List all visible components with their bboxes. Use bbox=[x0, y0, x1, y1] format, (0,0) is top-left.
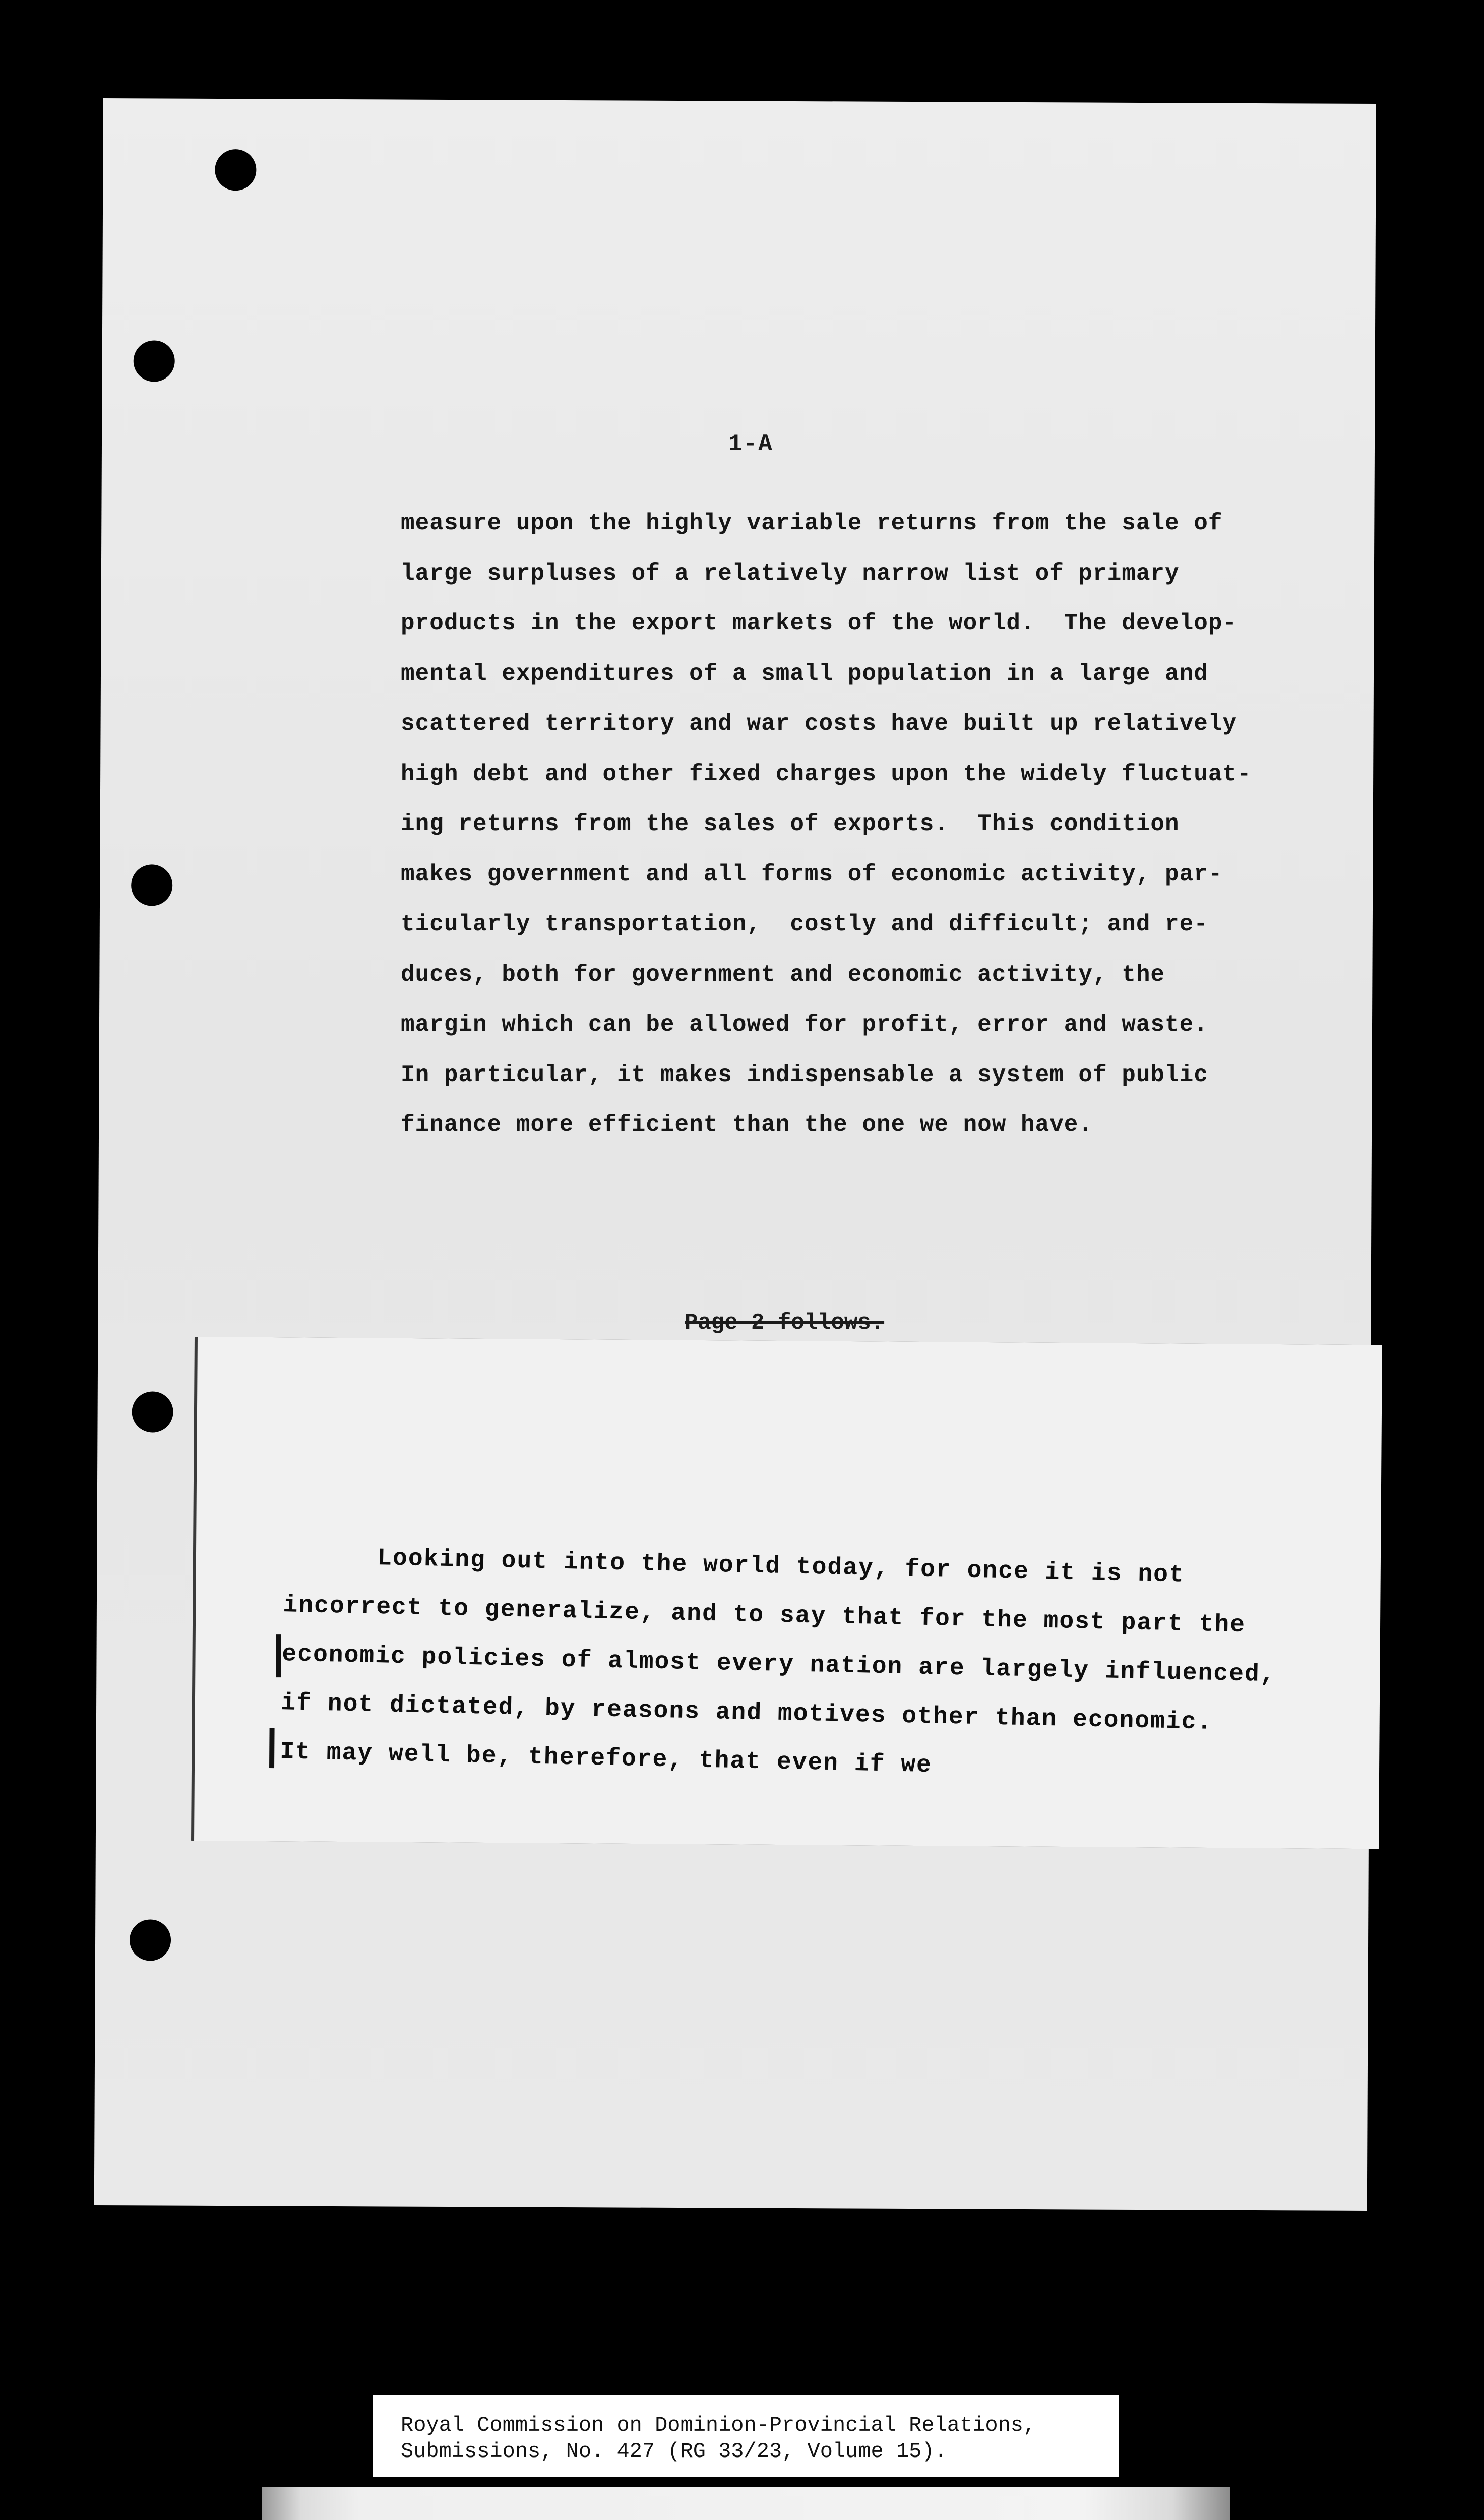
margin-mark bbox=[276, 1634, 281, 1677]
slip-line: incorrect to generalize, and to say that for the most part the bbox=[282, 1592, 1246, 1640]
paragraph-line: large surpluses of a relatively narrow list of primary bbox=[401, 560, 1180, 587]
punch-hole bbox=[134, 340, 175, 382]
slip-line: Looking out into the world today, for once it is not bbox=[283, 1543, 1185, 1589]
paragraph-line: makes government and all forms of economic activity, par- bbox=[401, 861, 1223, 888]
slip-paragraph bbox=[279, 1539, 1343, 1805]
margin-mark bbox=[269, 1728, 275, 1768]
paragraph-line: measure upon the highly variable returns from the sale of bbox=[401, 510, 1223, 536]
page-number: 1-A bbox=[728, 431, 773, 457]
paragraph-line: finance more efficient than the one we now have. bbox=[401, 1112, 1093, 1138]
punch-hole bbox=[130, 1919, 171, 1961]
pasted-slip bbox=[194, 1337, 1382, 1849]
archive-stamp bbox=[262, 2487, 1230, 2520]
reference-label bbox=[373, 2395, 1119, 2477]
paragraph-line: products in the export markets of the world. The develop- bbox=[401, 610, 1238, 637]
slip-line: economic policies of almost every nation are largely influenced, bbox=[281, 1641, 1276, 1689]
paragraph-line: high debt and other fixed charges upon the widely fluctuat- bbox=[401, 761, 1252, 787]
struck-through-note: Page 2 follows. bbox=[685, 1310, 885, 1336]
paragraph-line: scattered territory and war costs have built up relatively bbox=[401, 711, 1238, 737]
paragraph-line: ing returns from the sales of exports. This condition bbox=[401, 811, 1180, 837]
reference-line: Submissions, No. 427 (RG 33/23, Volume 15). bbox=[401, 2439, 947, 2464]
punch-hole bbox=[215, 149, 256, 191]
typed-paragraph bbox=[401, 506, 1308, 1158]
paragraph-line: In particular, it makes indispensable a system of public bbox=[401, 1061, 1208, 1088]
punch-hole bbox=[132, 1391, 173, 1432]
slip-line: It may well be, therefore, that even if we bbox=[279, 1738, 933, 1780]
reference-line: Royal Commission on Dominion-Provincial Relations, bbox=[401, 2413, 1036, 2437]
paragraph-line: margin which can be allowed for profit, error and waste. bbox=[401, 1012, 1208, 1038]
paragraph-line: duces, both for government and economic activity, the bbox=[401, 961, 1165, 988]
slip-line: if not dictated, by reasons and motives other than economic. bbox=[280, 1689, 1213, 1736]
punch-hole bbox=[131, 864, 172, 906]
paragraph-line: ticularly transportation, costly and difficult; and re- bbox=[401, 911, 1208, 937]
paragraph-line: mental expenditures of a small population in a large and bbox=[401, 660, 1208, 687]
